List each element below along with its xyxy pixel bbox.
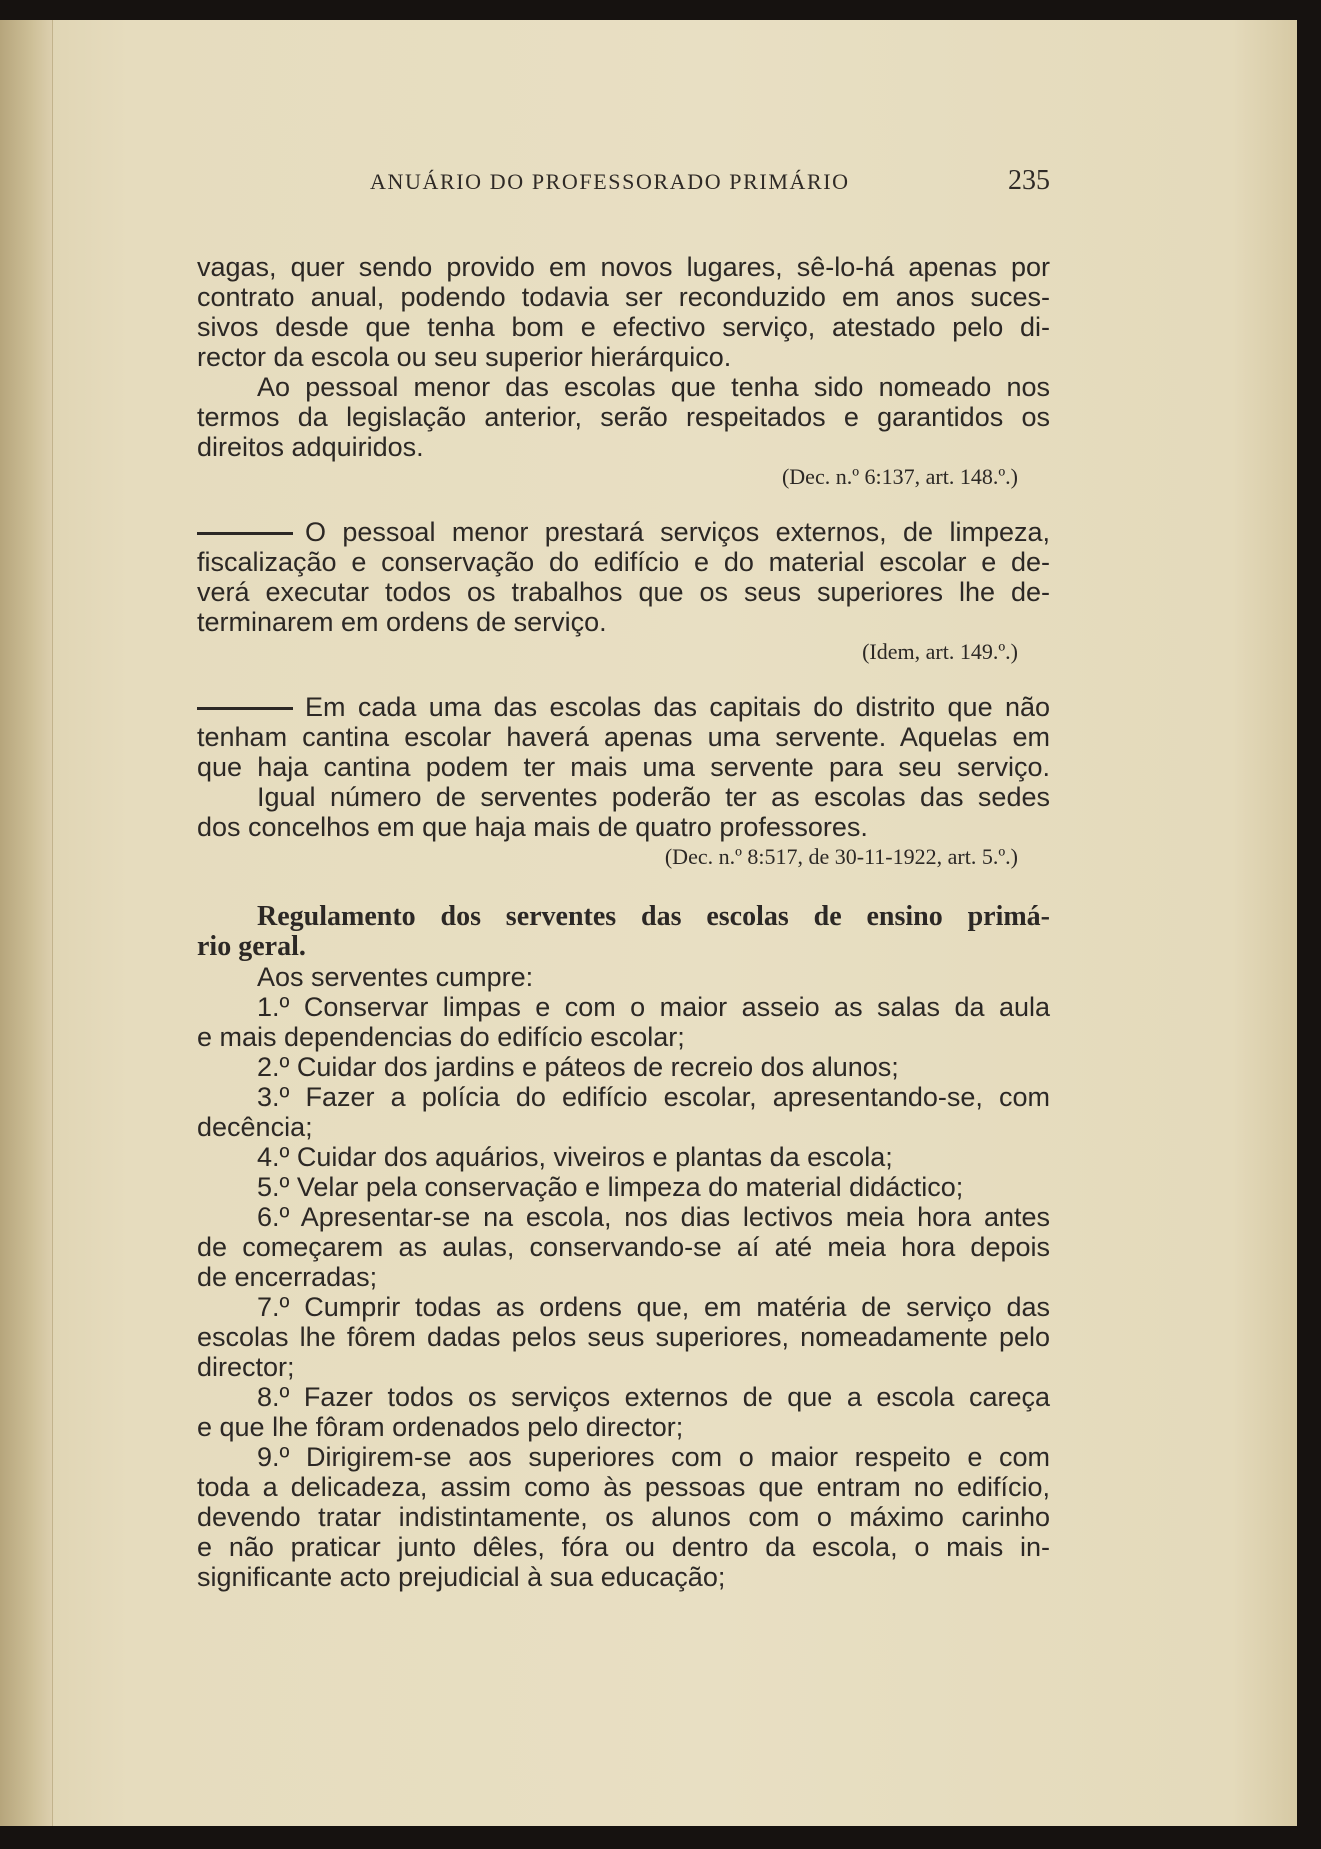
list-item: 8.º Fazer todos os serviços externos de que a escola careça [257,1382,1050,1412]
list-item: 4.º Cuidar dos aquários, viveiros e plantas da escola; [257,1142,893,1172]
text-line: Aos serventes cumpre: [257,962,534,992]
citation: (Dec. n.º 6:137, art. 148.º.) [781,464,1018,489]
text-line: Ao pessoal menor das escolas que tenha sido nomeado nos [257,372,1050,402]
text-run: O pessoal menor prestará serviços externos, de limpeza, [305,517,1050,547]
list-item: 3.º Fazer a polícia do edifício escolar, apresentando-se, com [257,1082,1050,1112]
text-line: vagas, quer sendo provido em novos lugares, sê-lo-há apenas por [197,252,1050,282]
spacer [197,667,1050,692]
text-line: fiscalização e conservação do edifício e do material escolar e de- [197,547,1050,577]
list-item: 1.º Conservar limpas e com o maior asseio as salas da aula [257,992,1050,1022]
page-number: 235 [1008,165,1050,196]
citation: (Idem, art. 149.º.) [862,639,1018,664]
citation: (Dec. n.º 8:517, de 30-11-1922, art. 5.º.) [664,844,1018,869]
list-item: 5.º Velar pela conservação e limpeza do material didáctico; [257,1172,964,1202]
list-item: escolas lhe fôrem dadas pelos seus superiores, nomeadamente pelo [197,1322,1050,1352]
list-item: decência; [197,1112,313,1142]
text-line: terminarem em ordens de serviço. [197,607,607,637]
text-line: tenham cantina escolar haverá apenas uma servente. Aquelas em [197,722,1050,752]
list-item: devendo tratar indistintamente, os alunos com o máximo carinho [197,1502,1050,1532]
list-item: e não praticar junto dêles, fóra ou dentro da escola, o mais in- [197,1532,1050,1562]
text-line: verá executar todos os trabalhos que os seus superiores lhe de- [197,577,1050,607]
list-item: e mais dependencias do edifício escolar; [197,1022,685,1052]
list-item: toda a delicadeza, assim como às pessoas que entram no edifício, [197,1472,1050,1502]
text-line: que haja cantina podem ter mais uma servente para seu serviço. [197,752,1050,782]
list-item: 7.º Cumprir todas as ordens que, em matéria de serviço das [257,1292,1050,1322]
page-body [197,252,1050,1592]
list-item: de começarem as aulas, conservando-se aí até meia hora depois [197,1232,1050,1262]
dash-rule [197,707,293,710]
section-heading: rio geral. [197,931,306,962]
text-line: rector da escola ou seu superior hierárquico. [197,342,732,372]
list-item: director; [197,1352,295,1382]
list-item: de encerradas; [197,1262,378,1292]
list-item: 9.º Dirigirem-se aos superiores com o maior respeito e com [257,1442,1050,1472]
book-spine [0,20,53,1826]
text-line: contrato anual, podendo todavia ser reconduzido em anos suces- [197,282,1050,312]
spacer [197,872,1050,902]
text-line [197,517,1050,547]
running-title: ANUÁRIO DO PROFESSORADO PRIMÁRIO [370,169,850,194]
text-run: Em cada uma das escolas das capitais do distrito que não [305,692,1050,722]
section-heading: Regulamento dos serventes das escolas de ensino primá- [257,901,1050,932]
page-header [300,165,1050,205]
list-item: significante acto prejudicial à sua educação; [197,1562,726,1592]
text-line: direitos adquiridos. [197,432,424,462]
text-line: Igual número de serventes poderão ter as escolas das sedes [257,782,1050,812]
text-line: dos concelhos em que haja mais de quatro professores. [197,812,868,842]
list-item: 2.º Cuidar dos jardins e páteos de recreio dos alunos; [257,1052,899,1082]
text-line: termos da legislação anterior, serão respeitados e garantidos os [197,402,1050,432]
list-item: 6.º Apresentar-se na escola, nos dias lectivos meia hora antes [257,1202,1050,1232]
list-item: e que lhe fôram ordenados pelo director; [197,1412,684,1442]
text-line: sivos desde que tenha bom e efectivo serviço, atestado pelo di- [197,312,1050,342]
spacer [197,492,1050,517]
dash-rule [197,532,293,535]
text-line [197,692,1050,722]
